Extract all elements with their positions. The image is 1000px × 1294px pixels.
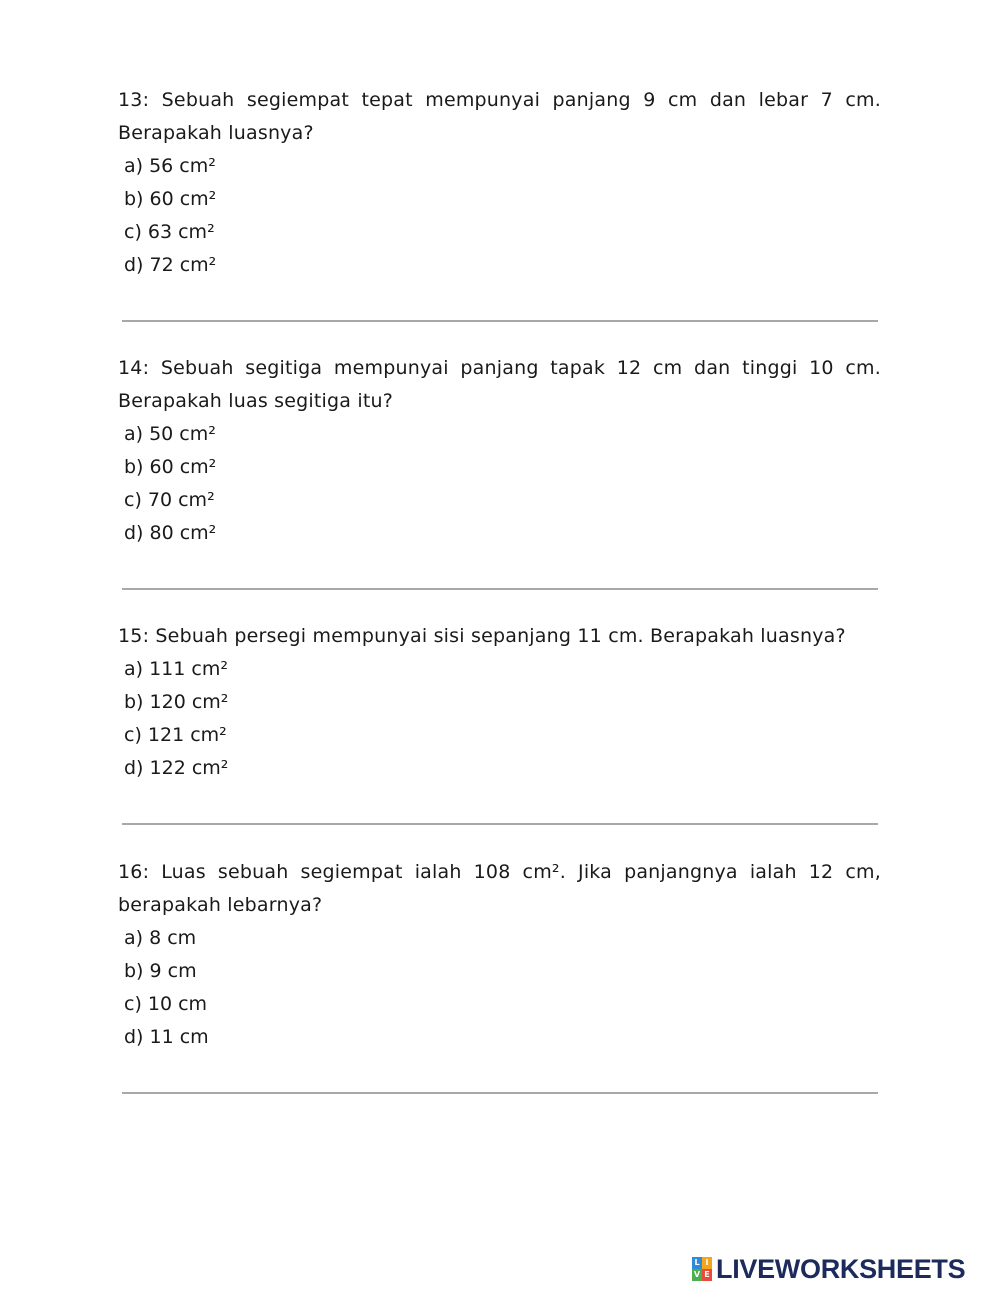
question-15-option-b[interactable]: b) 120 cm² [124,691,229,713]
question-16-stem: 16: Luas sebuah segiempat ialah 108 cm². Jika panjangnya ialah 12 cm, berapakah lebarnya? [118,861,881,916]
question-16-option-a[interactable]: a) 8 cm [124,927,197,949]
question-14-option-a[interactable]: a) 50 cm² [124,423,216,445]
question-16-option-d[interactable]: d) 11 cm [124,1026,209,1048]
logo-mark-e: E [702,1269,712,1281]
logo-mark-i: I [702,1257,712,1269]
liveworksheets-logo-text: LIVEWORKSHEETS [716,1253,966,1284]
question-14-stem: 14: Sebuah segitiga mempunyai panjang tapak 12 cm dan tinggi 10 cm. Berapakah luas segitiga itu? [118,357,881,412]
divider [122,588,878,590]
question-14 [118,352,881,550]
question-15-option-c[interactable]: c) 121 cm² [124,724,227,746]
logo-mark-v: V [693,1270,701,1279]
question-13-option-c[interactable]: c) 63 cm² [124,221,215,243]
logo-mark-l: L [692,1257,702,1269]
question-13-option-b[interactable]: b) 60 cm² [124,188,217,210]
question-14-option-c[interactable]: c) 70 cm² [124,489,215,511]
question-14-option-b[interactable]: b) 60 cm² [124,456,217,478]
question-16-option-c[interactable]: c) 10 cm [124,993,208,1015]
divider [122,320,878,322]
question-14-option-d[interactable]: d) 80 cm² [124,522,217,544]
divider [122,1092,878,1094]
question-16 [118,856,881,1054]
liveworksheets-logo-icon [692,1257,712,1281]
question-13-stem: 13: Sebuah segiempat tepat mempunyai panjang 9 cm dan lebar 7 cm. Berapakah luasnya? [118,89,881,144]
liveworksheets-logo[interactable] [692,1254,965,1284]
question-15-option-a[interactable]: a) 111 cm² [124,658,228,680]
question-15-option-d[interactable]: d) 122 cm² [124,757,229,779]
question-16-option-b[interactable]: b) 9 cm [124,960,197,982]
question-13-option-a[interactable]: a) 56 cm² [124,155,216,177]
question-13-option-d[interactable]: d) 72 cm² [124,254,217,276]
question-13 [118,84,881,282]
question-15 [118,620,881,785]
divider [122,823,878,825]
question-15-stem: 15: Sebuah persegi mempunyai sisi sepanjang 11 cm. Berapakah luasnya? [118,625,846,647]
